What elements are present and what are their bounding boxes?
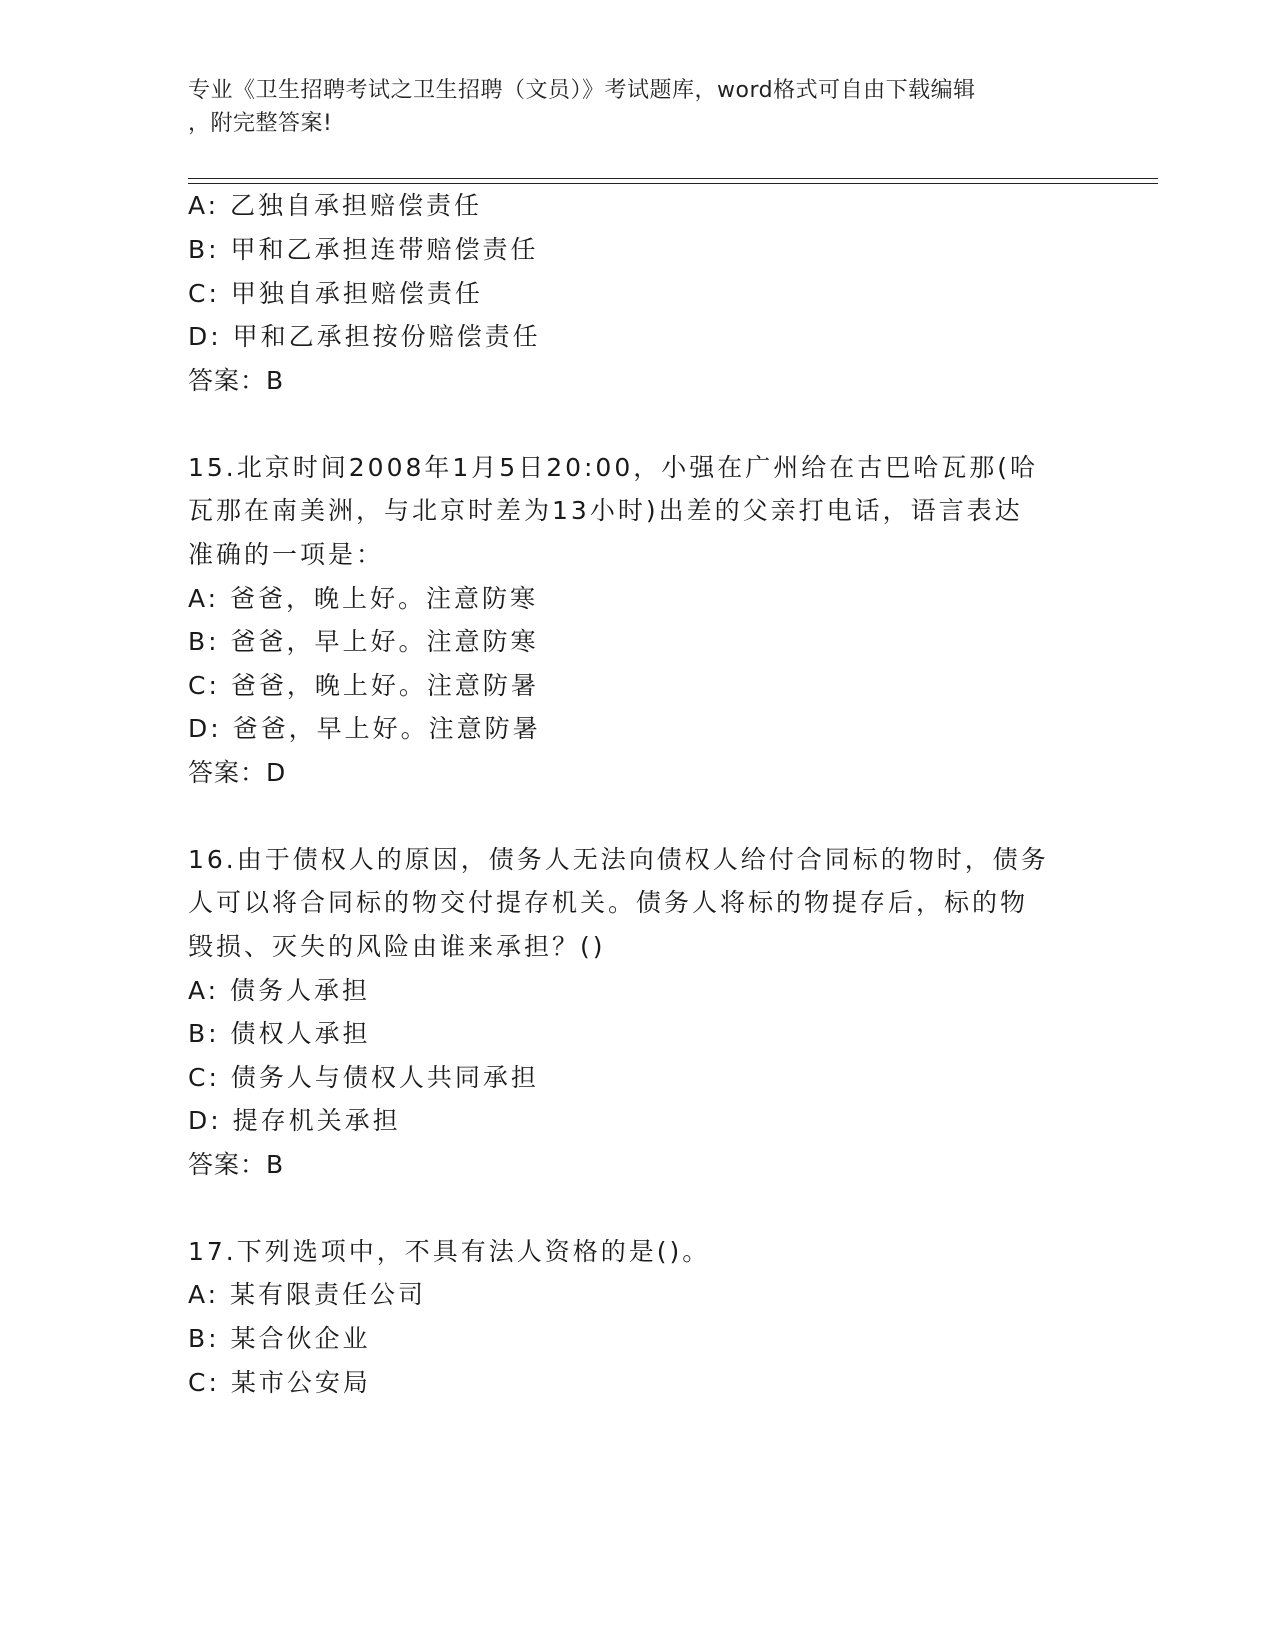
q15-answer: 答案：D <box>188 758 287 787</box>
q16-option-b: B: 债权人承担 <box>188 1019 371 1048</box>
header-line-1: 专业《卫生招聘考试之卫生招聘（文员）》考试题库，word格式可自由下载编辑 <box>188 78 976 103</box>
q15-option-c: C: 爸爸，晚上好。注意防暑 <box>188 671 539 700</box>
q15-stem-line-1: 15.北京时间2008年1月5日20:00，小强在广州给在古巴哈瓦那(哈 <box>188 453 1038 482</box>
q15-option-d: D: 爸爸，早上好。注意防暑 <box>188 714 541 743</box>
q15-stem-line-2: 瓦那在南美洲，与北京时差为13小时)出差的父亲打电话，语言表达 <box>188 496 1023 525</box>
q14-option-c: C: 甲独自承担赔偿责任 <box>188 279 483 308</box>
q15-stem-line-3: 准确的一项是： <box>188 540 385 569</box>
q16-answer: 答案：B <box>188 1150 285 1179</box>
q17-stem-line-1: 17.下列选项中，不具有法人资格的是()。 <box>188 1237 711 1266</box>
q16-option-d: D: 提存机关承担 <box>188 1106 401 1135</box>
q16-option-a: A: 债务人承担 <box>188 976 371 1005</box>
header-line-2: ，附完整答案! <box>188 111 333 136</box>
q16-stem-line-2: 人可以将合同标的物交付提存机关。债务人将标的物提存后，标的物 <box>188 888 1029 917</box>
q14-option-a: A: 乙独自承担赔偿责任 <box>188 191 483 220</box>
q16-stem-line-3: 毁损、灭失的风险由谁来承担？() <box>188 932 606 961</box>
q15-option-a: A: 爸爸，晚上好。注意防寒 <box>188 584 539 613</box>
q17-option-c: C: 某市公安局 <box>188 1368 371 1397</box>
q17-option-a: A: 某有限责任公司 <box>188 1280 427 1309</box>
q17-option-b: B: 某合伙企业 <box>188 1324 371 1353</box>
q14-option-b: B: 甲和乙承担连带赔偿责任 <box>188 235 539 264</box>
q16-stem-line-1: 16.由于债权人的原因，债务人无法向债权人给付合同标的物时，债务 <box>188 845 1049 874</box>
document-header <box>188 74 1088 140</box>
q16-option-c: C: 债务人与债权人共同承担 <box>188 1063 539 1092</box>
q14-answer: 答案：B <box>188 366 285 395</box>
q15-option-b: B: 爸爸，早上好。注意防寒 <box>188 627 539 656</box>
q14-option-d: D: 甲和乙承担按份赔偿责任 <box>188 322 541 351</box>
header-divider-top <box>188 178 1158 179</box>
